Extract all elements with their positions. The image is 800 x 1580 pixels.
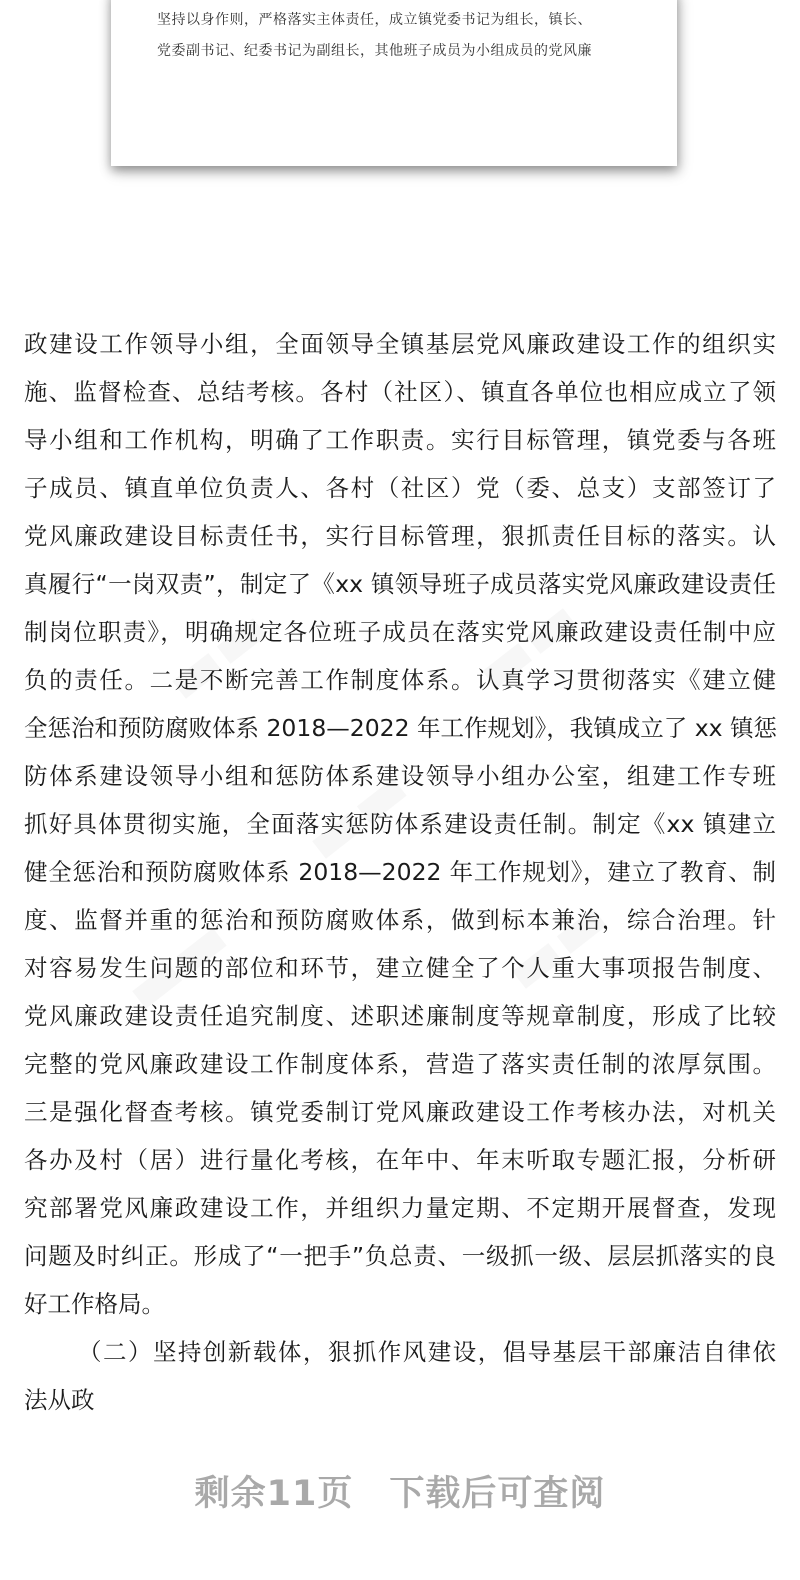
body-line: 党风廉政建设责任追究制度、述职述廉制度等规章制度，形成了比较	[24, 1002, 776, 1030]
remaining-pages-notice[interactable]: 剩余11页 下载后可查阅	[194, 1474, 606, 1514]
body-line: 防体系建设领导小组和惩防体系建设领导小组办公室，组建工作专班	[24, 762, 776, 790]
body-line: 子成员、镇直单位负责人、各村（社区）党（委、总支）支部签订了	[24, 474, 776, 502]
watermark-mark: ▬▬	[490, 882, 623, 1008]
body-line: 导小组和工作机构，明确了工作职责。实行目标管理，镇党委与各班	[24, 426, 776, 454]
body-line: 负的责任。二是不断完善工作制度体系。认真学习贯彻落实《建立健	[24, 666, 776, 694]
body-line: 究部署党风廉政建设工作，并组织力量定期、不定期开展督查，发现	[24, 1194, 776, 1222]
body-line: 政建设工作领导小组，全面领导全镇基层党风廉政建设工作的组织实	[24, 330, 776, 358]
section-heading: （二）坚持创新载体，狠抓作风建设，倡导基层干部廉洁自律依	[78, 1338, 776, 1366]
section-heading-continued: 法从政	[24, 1386, 95, 1414]
watermark-mark: ▬▬	[150, 592, 283, 718]
body-line: 抓好具体贯彻实施，全面落实惩防体系建设责任制。制定《xx 镇建立	[24, 810, 776, 838]
body-line: 各办及村（居）进行量化考核，在年中、年末听取专题汇报，分析研	[24, 1146, 776, 1174]
body-line: 三是强化督查考核。镇党委制订党风廉政建设工作考核办法，对机关	[24, 1098, 776, 1126]
body-line: 好工作格局。	[24, 1290, 165, 1318]
body-line: 施、监督检查、总结考核。各村（社区）、镇直各单位也相应成立了领	[24, 378, 776, 406]
body-line: 党风廉政建设目标责任书，实行目标管理，狠抓责任目标的落实。认	[24, 522, 776, 550]
watermark-mark: ▬▬	[110, 902, 243, 1028]
body-line: 对容易发生问题的部位和环节，建立健全了个人重大事项报告制度、	[24, 954, 776, 982]
preview-line: 坚持以身作则，严格落实主体责任，成立镇党委书记为组长，镇长、	[157, 12, 592, 28]
preview-line: 党委副书记、纪委书记为副组长，其他班子成员为小组成员的党风廉	[157, 43, 592, 59]
body-line: 问题及时纠正。形成了“一把手”负总责、一级抓一级、层层抓落实的良	[24, 1242, 776, 1270]
body-line: 健全惩治和预防腐败体系 2018—2022 年工作规划》，建立了教育、制	[24, 858, 776, 886]
previous-page-card	[111, 0, 677, 166]
document-body	[24, 320, 776, 1424]
body-line: 度、监督并重的惩治和预防腐败体系，做到标本兼治，综合治理。针	[24, 906, 776, 934]
body-line: 真履行“一岗双责”，制定了《xx 镇领导班子成员落实党风廉政建设责任	[24, 570, 776, 598]
body-line: 完整的党风廉政建设工作制度体系，营造了落实责任制的浓厚氛围。	[24, 1050, 776, 1078]
body-line: 制岗位职责》，明确规定各位班子成员在落实党风廉政建设责任制中应	[24, 618, 776, 646]
body-line: 全惩治和预防腐败体系 2018—2022 年工作规划》，我镇成立了 xx 镇惩	[24, 714, 778, 742]
watermark-mark: ▬▬	[290, 752, 423, 878]
watermark-mark: ▬▬	[460, 582, 593, 708]
